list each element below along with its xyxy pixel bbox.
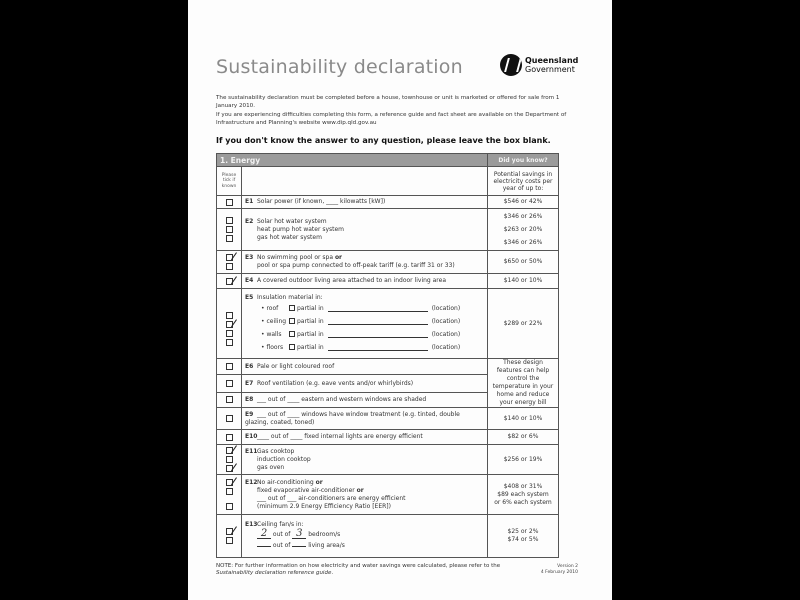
savings-cell <box>488 209 559 251</box>
question-code: E11 <box>245 447 258 455</box>
energy-table <box>216 153 559 558</box>
checkbox[interactable] <box>226 380 233 387</box>
tick-cell <box>217 274 242 289</box>
checkbox[interactable] <box>226 415 233 422</box>
did-you-know-header: Did you know? <box>488 154 559 167</box>
location-field[interactable] <box>328 344 428 351</box>
intro-paragraph: The sustainability declaration must be completed before a house, townhouse or unit is marketed or offered for sale from 1 January 2010. <box>216 95 560 109</box>
savings-value: $263 or 20% <box>503 226 543 233</box>
savings-value: $546 or 42% <box>503 198 543 205</box>
location-field[interactable] <box>328 318 428 325</box>
tick-cell <box>217 289 242 359</box>
question-cell <box>242 359 488 375</box>
savings-value: or 6% each system <box>494 498 552 506</box>
out-of-label: out of <box>271 542 293 549</box>
question-line <box>245 495 484 503</box>
question-code: E3 <box>245 254 254 261</box>
form-row-e5 <box>217 289 559 359</box>
insulation-item <box>245 328 484 341</box>
question-line <box>245 218 484 226</box>
question-cell <box>242 515 488 558</box>
question-cell <box>242 209 488 251</box>
or-label: or <box>315 478 323 486</box>
savings-value: $82 or 6% <box>507 433 539 440</box>
location-field[interactable] <box>328 305 428 312</box>
tick-cell <box>217 359 242 375</box>
checkbox[interactable] <box>226 321 233 328</box>
form-row-e11 <box>217 445 559 475</box>
question-cell <box>242 430 488 445</box>
savings-value: $140 or 10% <box>503 414 543 422</box>
form-row-e2 <box>217 209 559 251</box>
checkbox[interactable] <box>226 434 233 441</box>
question-line <box>245 479 484 487</box>
question-line <box>245 521 484 529</box>
insulation-label: • ceiling <box>261 315 289 328</box>
savings-value: $89 each system <box>497 490 549 498</box>
fan-count-field[interactable] <box>257 546 271 547</box>
footer-note: NOTE: For further information on how electricity and water savings were calculated, please refer to the Sustainability declaration reference guide. <box>216 563 501 576</box>
logo-line1: Queensland <box>525 56 579 65</box>
checkbox[interactable] <box>226 217 233 224</box>
tick-cell <box>217 392 242 407</box>
form-row-e10 <box>217 430 559 445</box>
version-info: Version 2 4 February 2010 <box>540 564 578 575</box>
savings-value: $25 or 2% <box>507 528 539 535</box>
question-line <box>245 277 484 285</box>
tick-cell <box>217 209 242 251</box>
fan-line <box>245 529 484 540</box>
question-line <box>245 411 484 419</box>
partial-checkbox[interactable] <box>289 318 295 324</box>
savings-header: Potential savings in electricity costs per year of up to: <box>488 167 559 196</box>
page-title: Sustainability declaration <box>216 56 463 78</box>
question-text: A covered outdoor living area attached to an indoor living area <box>257 277 447 284</box>
question-line <box>245 503 484 511</box>
checkbox[interactable] <box>226 226 233 233</box>
savings-value: $650 or 50% <box>503 258 543 265</box>
form-row-e9 <box>217 408 559 430</box>
form-row-e3 <box>217 251 559 274</box>
checkbox[interactable] <box>226 254 233 261</box>
savings-value: These design features can help control the temperature in your home and reduce your energy bill <box>492 359 554 406</box>
insulation-label: • roof <box>261 302 289 315</box>
tick-cell <box>217 430 242 445</box>
question-text: glazing, coated, toned) <box>245 418 315 426</box>
question-line <box>245 234 484 242</box>
savings-value: $140 or 10% <box>503 277 543 284</box>
savings-cell <box>488 251 559 274</box>
checkbox[interactable] <box>226 278 233 285</box>
savings-value: $408 or 31% <box>503 482 543 490</box>
checkbox[interactable] <box>226 479 233 486</box>
partial-label: partial in <box>297 304 324 312</box>
question-text: fixed evaporative air-conditioner <box>257 486 357 494</box>
form-row-e6 <box>217 359 559 375</box>
question-cell <box>242 251 488 274</box>
section-title: 1. Energy <box>217 154 488 167</box>
question-cell <box>242 445 488 475</box>
instruction: If you don't know the answer to any question, please leave the box blank. <box>216 136 551 145</box>
section-header-row <box>217 154 559 167</box>
savings-cell <box>488 196 559 209</box>
question-text: Ceiling fan/s in: <box>257 521 304 528</box>
question-text: gas oven <box>257 463 285 471</box>
partial-label: partial in <box>297 317 324 325</box>
insulation-label: • walls <box>261 328 289 341</box>
tick-cell <box>217 375 242 393</box>
question-code: E6 <box>245 362 254 370</box>
checkbox[interactable] <box>226 537 233 544</box>
question-line <box>245 487 484 495</box>
checkbox[interactable] <box>226 199 233 206</box>
location-label: (location) <box>431 304 461 312</box>
question-text: pool or spa pump connected to off-peak tariff (e.g. tariff 31 or 33) <box>257 262 455 269</box>
question-text: ___ out of ____ eastern and western windows are shaded <box>257 395 427 403</box>
question-line <box>245 380 484 388</box>
savings-cell <box>488 515 559 558</box>
savings-cell <box>488 359 559 408</box>
savings-value: $289 or 22% <box>503 319 543 327</box>
tick-cell <box>217 408 242 430</box>
checkbox[interactable] <box>226 465 233 472</box>
location-label: (location) <box>431 343 461 351</box>
question-code: E5 <box>245 293 254 301</box>
savings-cell <box>488 274 559 289</box>
column-header-row <box>217 167 559 196</box>
fan-line <box>245 540 484 551</box>
or-label: or <box>334 254 343 261</box>
question-text: heat pump hot water system <box>257 225 345 233</box>
question-line <box>245 396 484 404</box>
question-text: ___ out of ____ windows have window treatment (e.g. tinted, double <box>257 410 460 418</box>
out-of-label: out of <box>271 531 293 538</box>
checkbox[interactable] <box>226 488 233 495</box>
question-text: (minimum 2.9 Energy Efficiency Ratio [EER]) <box>257 502 391 510</box>
question-code: E12 <box>245 478 258 486</box>
question-cell <box>242 392 488 407</box>
insulation-item <box>245 302 484 315</box>
form-row-e12 <box>217 475 559 515</box>
checkbox[interactable] <box>226 447 233 454</box>
question-line <box>245 198 484 206</box>
question-cell <box>242 289 488 359</box>
question-line <box>245 456 484 464</box>
question-text: Solar power (if known, ____ kilowatts [kW]) <box>257 198 386 205</box>
question-line <box>245 419 484 427</box>
savings-value: $74 or 5% <box>507 536 539 543</box>
intro-text <box>216 95 576 129</box>
question-text: ____ out of ____ fixed internal lights are energy efficient <box>257 433 423 440</box>
form-row-e1 <box>217 196 559 209</box>
reference-guide-title: Sustainability declaration reference guide <box>216 570 332 576</box>
tick-cell <box>217 475 242 515</box>
checkbox[interactable] <box>226 263 233 270</box>
question-code: E10 <box>245 433 258 440</box>
location-label: (location) <box>431 317 461 325</box>
question-text: ___ out of ___ air-conditioners are energy efficient <box>257 494 406 502</box>
tick-cell <box>217 196 242 209</box>
question-line <box>245 464 484 472</box>
question-code: E9 <box>245 410 254 418</box>
savings-cell <box>488 445 559 475</box>
savings-cell <box>488 408 559 430</box>
queensland-government-logo <box>500 54 578 76</box>
partial-label: partial in <box>297 343 324 351</box>
question-text: No air-conditioning <box>257 478 316 486</box>
or-label: or <box>356 486 364 494</box>
question-text: Solar hot water system <box>257 217 327 225</box>
question-text: Roof ventilation (e.g. eave vents and/or whirlybirds) <box>257 379 414 387</box>
question-line <box>245 363 484 371</box>
form-row-e13 <box>217 515 559 558</box>
fan-total-field[interactable]: 3 <box>292 529 306 539</box>
savings-cell <box>488 430 559 445</box>
question-code: E8 <box>245 395 254 403</box>
form-row-e4 <box>217 274 559 289</box>
partial-label: partial in <box>297 330 324 338</box>
checkbox[interactable] <box>226 235 233 242</box>
partial-checkbox[interactable] <box>289 344 295 350</box>
checkbox[interactable] <box>226 396 233 403</box>
question-text: Pale or light coloured roof <box>257 362 335 370</box>
savings-cell <box>488 475 559 515</box>
question-line <box>245 294 484 302</box>
question-code: E2 <box>245 217 254 225</box>
location-field[interactable] <box>328 331 428 338</box>
checkbox[interactable] <box>226 503 233 510</box>
insulation-label: • floors <box>261 341 289 354</box>
question-code: E13 <box>245 521 258 528</box>
question-line <box>245 433 484 441</box>
question-cell <box>242 375 488 393</box>
savings-value: $346 or 26% <box>503 213 543 220</box>
question-code: E7 <box>245 379 254 387</box>
question-text: Insulation material in: <box>257 293 323 301</box>
checkbox[interactable] <box>226 363 233 370</box>
logo-emblem-icon <box>500 54 522 76</box>
fan-room-label: living area/s <box>306 542 345 549</box>
logo-line2: Government <box>525 65 575 74</box>
tick-cell <box>217 445 242 475</box>
savings-value: $256 or 19% <box>503 455 543 463</box>
partial-checkbox[interactable] <box>289 305 295 311</box>
question-text: Gas cooktop <box>257 447 295 455</box>
question-line <box>245 226 484 234</box>
intro-paragraph: If you are experiencing difficulties completing this form, a reference guide and fact sheet are available on the Department of Infrastructure and Planning's website www.dip.qld.gov.au <box>216 112 567 126</box>
question-text: No swimming pool or spa <box>257 254 335 261</box>
question-line <box>245 262 484 270</box>
question-code: E4 <box>245 277 254 284</box>
question-line <box>245 448 484 456</box>
document-page <box>188 0 612 600</box>
location-label: (location) <box>431 330 461 338</box>
insulation-item <box>245 341 484 354</box>
checkbox[interactable] <box>226 528 233 535</box>
question-cell <box>242 475 488 515</box>
tick-cell <box>217 251 242 274</box>
checkbox[interactable] <box>226 330 233 337</box>
question-cell <box>242 408 488 430</box>
tick-header: Please tick if known <box>217 167 242 196</box>
savings-value: $346 or 26% <box>503 239 543 246</box>
fan-room-label: bedroom/s <box>306 531 341 538</box>
insulation-item <box>245 315 484 328</box>
tick-cell <box>217 515 242 558</box>
question-line <box>245 254 484 262</box>
question-text: induction cooktop <box>257 455 311 463</box>
savings-cell <box>488 289 559 359</box>
fan-count-field[interactable]: 2 <box>257 529 271 539</box>
checkbox[interactable] <box>226 339 233 346</box>
question-cell <box>242 196 488 209</box>
question-cell <box>242 274 488 289</box>
question-text: gas hot water system <box>257 233 322 241</box>
question-code: E1 <box>245 198 254 205</box>
partial-checkbox[interactable] <box>289 331 295 337</box>
fan-total-field[interactable] <box>292 546 306 547</box>
